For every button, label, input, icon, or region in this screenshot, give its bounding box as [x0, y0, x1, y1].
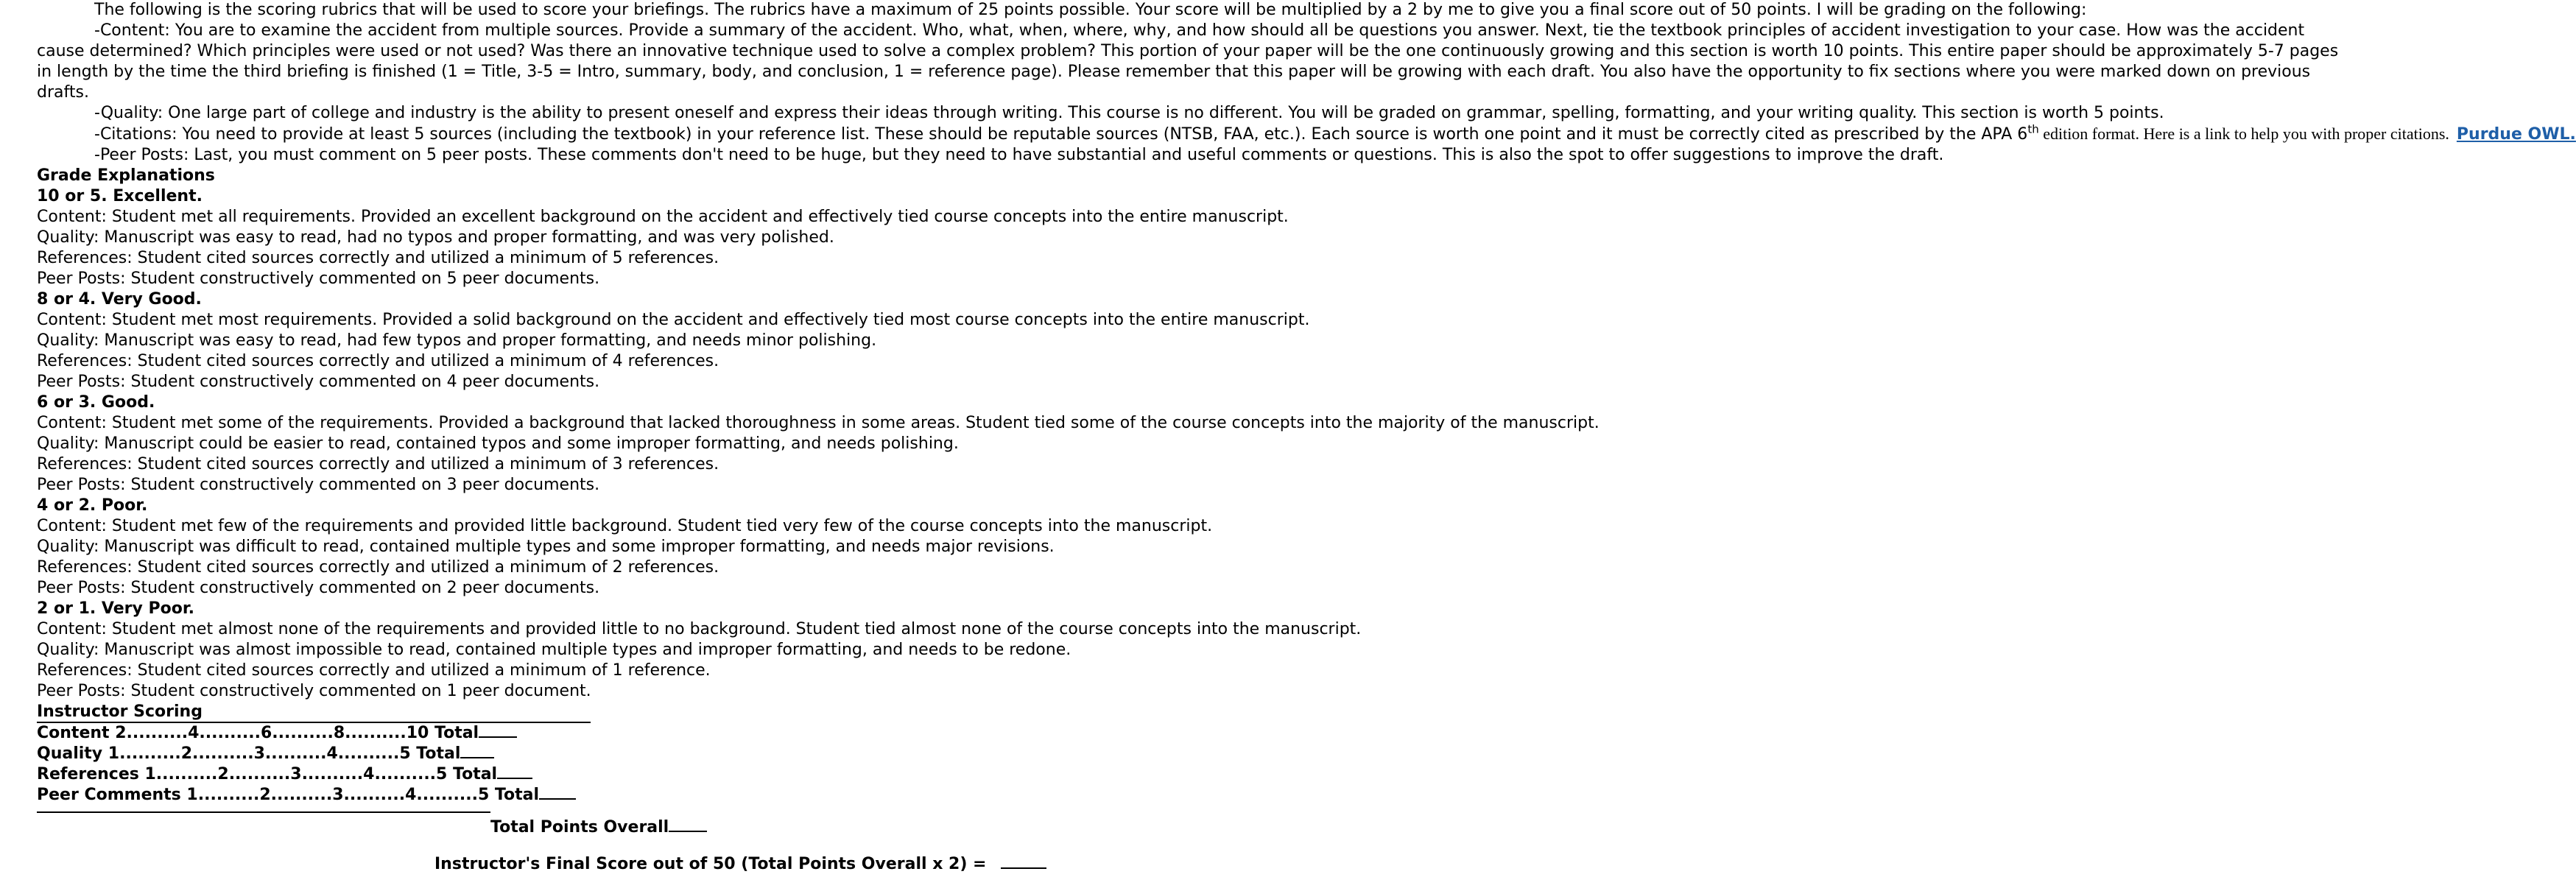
document-page: [37, 0, 2576, 875]
instructor-scoring-section: [37, 702, 2349, 723]
grade-references: References: Student cited sources correctly and utilized a minimum of 4 references.: [37, 352, 719, 370]
intro-peer-posts: -Peer Posts: Last, you must comment on 5 peer posts. These comments don't need to be huge, but they need to have substantial and useful comments or questions. This is also the spot to offer suggestions to improve the draft.: [94, 146, 1944, 164]
grade-content: Content: Student met some of the requirements. Provided a background that lacked thoroughness in some areas. Student tied some of the course concepts into the majority of the manuscript.: [37, 414, 1600, 432]
grade-level-good: [37, 392, 2349, 496]
grade-explanations-heading: Grade Explanations: [37, 166, 215, 185]
score-blank-references[interactable]: [497, 764, 532, 779]
grade-peer-posts: Peer Posts: Student constructively commented on 1 peer document.: [37, 682, 591, 700]
grade-references: References: Student cited sources correctly and utilized a minimum of 2 references.: [37, 558, 719, 577]
grade-level-title: 6 or 3. Good.: [37, 393, 155, 412]
grade-level-title: 10 or 5. Excellent.: [37, 187, 203, 205]
grade-level-poor: [37, 496, 2349, 599]
grade-references: References: Student cited sources correctly and utilized a minimum of 3 references.: [37, 455, 719, 473]
score-blank-quality[interactable]: [460, 744, 494, 758]
scoring-divider: [37, 811, 490, 813]
grade-content: Content: Student met few of the requirements and provided little background. Student tied very few of the course concepts into the manuscript.: [37, 517, 1213, 535]
grade-quality: Quality: Manuscript was easy to read, had no typos and proper formatting, and was very polished.: [37, 228, 834, 247]
grade-peer-posts: Peer Posts: Student constructively commented on 3 peer documents.: [37, 476, 600, 494]
grade-references: References: Student cited sources correctly and utilized a minimum of 5 references.: [37, 249, 719, 267]
score-row-references: [37, 764, 2349, 785]
grade-peer-posts: Peer Posts: Student constructively commented on 2 peer documents.: [37, 579, 600, 597]
grade-level-very-poor: [37, 599, 2349, 702]
intro-citations: [37, 122, 2576, 145]
grade-level-excellent: [37, 186, 2349, 289]
grade-peer-posts: Peer Posts: Student constructively commented on 5 peer documents.: [37, 270, 600, 288]
score-blank-content[interactable]: [479, 723, 517, 738]
grade-peer-posts: Peer Posts: Student constructively commented on 4 peer documents.: [37, 373, 600, 391]
grade-content: Content: Student met all requirements. Provided an excellent background on the accident and effectively tied course concepts into the entire manuscript.: [37, 208, 1289, 226]
total-points-blank[interactable]: [669, 817, 707, 832]
score-blank-peer-comments[interactable]: [539, 785, 576, 800]
grade-quality: Quality: Manuscript was almost impossible to read, contained multiple types and improper formatting, and needs to be redone.: [37, 641, 1071, 659]
citations-text-b: edition format. Here is a link to help you with proper citations.: [2038, 124, 2449, 143]
grade-content: Content: Student met most requirements. Provided a solid background on the accident and effectively tied most course concepts into the entire manuscript.: [37, 311, 1310, 329]
total-points-overall: [490, 817, 2349, 838]
score-row-label: Quality 1..........2..........3..........4..........5 Total: [37, 744, 461, 763]
score-row-peer-comments: [37, 785, 2349, 806]
final-score-line: [434, 854, 2349, 875]
grade-level-title: 4 or 2. Poor.: [37, 496, 148, 515]
grade-level-title: 2 or 1. Very Poor.: [37, 599, 194, 618]
grade-level-very-good: [37, 289, 2349, 392]
score-row-content: [37, 723, 2349, 744]
grade-quality: Quality: Manuscript was difficult to read, contained multiple types and some improper formatting, and needs major revisions.: [37, 538, 1055, 556]
score-row-label: References 1..........2..........3..........4..........5 Total: [37, 765, 498, 783]
total-points-label: Total Points Overall: [490, 818, 669, 837]
grade-quality: Quality: Manuscript was easy to read, had few typos and proper formatting, and needs minor polishing.: [37, 331, 877, 350]
intro-content: -Content: You are to examine the accident from multiple sources. Provide a summary of the accident. Who, what, when, where, why, and how should all be questions you answer. Next, tie the textbook principles of accident investigation to your case. How was the accident cause determined? Which principles were used or not used? Was there an innovative technique used to solve a complex problem? This portion of your paper will be the one continuously growing and this section is worth 10 points. This entire paper should be approximately 5-7 pages in length by the time the third briefing is finished (1 = Title, 3-5 = Intro, summary, body, and conclusion, 1 = reference page). Please remember that this paper will be growing with each draft. You also have the opportunity to fix sections where you were marked down on previous drafts.: [37, 21, 2339, 102]
grade-level-title: 8 or 4. Very Good.: [37, 290, 202, 309]
intro-lead: The following is the scoring rubrics that will be used to score your briefings. The rubrics have a maximum of 25 points possible. Your score will be multiplied by a 2 by me to give you a final score out of 50 points. I will be grading on the following:: [94, 1, 2087, 19]
citations-sup: th: [2027, 122, 2039, 136]
score-row-quality: [37, 744, 2349, 764]
purdue-owl-link[interactable]: Purdue OWL.: [2456, 125, 2576, 144]
score-row-label: Peer Comments 1..........2..........3..........4..........5 Total: [37, 786, 540, 804]
grade-quality: Quality: Manuscript could be easier to read, contained typos and some improper formatting, and needs polishing.: [37, 434, 959, 453]
final-score-label: Instructor's Final Score out of 50 (Total Points Overall x 2) =: [434, 855, 987, 873]
intro-quality: -Quality: One large part of college and industry is the ability to present oneself and express their ideas through writing. This course is no different. You will be graded on grammar, spelling, formatting, and your writing quality. This section is worth 5 points.: [94, 104, 2164, 122]
final-score-blank[interactable]: [1001, 854, 1046, 869]
grade-content: Content: Student met almost none of the requirements and provided little to no background. Student tied almost none of the course concepts into the manuscript.: [37, 620, 1362, 638]
citations-text-a: -Citations: You need to provide at least 5 sources (including the textbook) in your reference list. These should be reputable sources (NTSB, FAA, etc.). Each source is worth one point and it must be correctly cited as prescribed by the APA 6: [94, 125, 2028, 144]
score-row-label: Content 2..........4..........6..........8..........10 Total: [37, 724, 479, 742]
instructor-scoring-heading: Instructor Scoring: [37, 702, 591, 723]
grade-references: References: Student cited sources correctly and utilized a minimum of 1 reference.: [37, 661, 711, 680]
